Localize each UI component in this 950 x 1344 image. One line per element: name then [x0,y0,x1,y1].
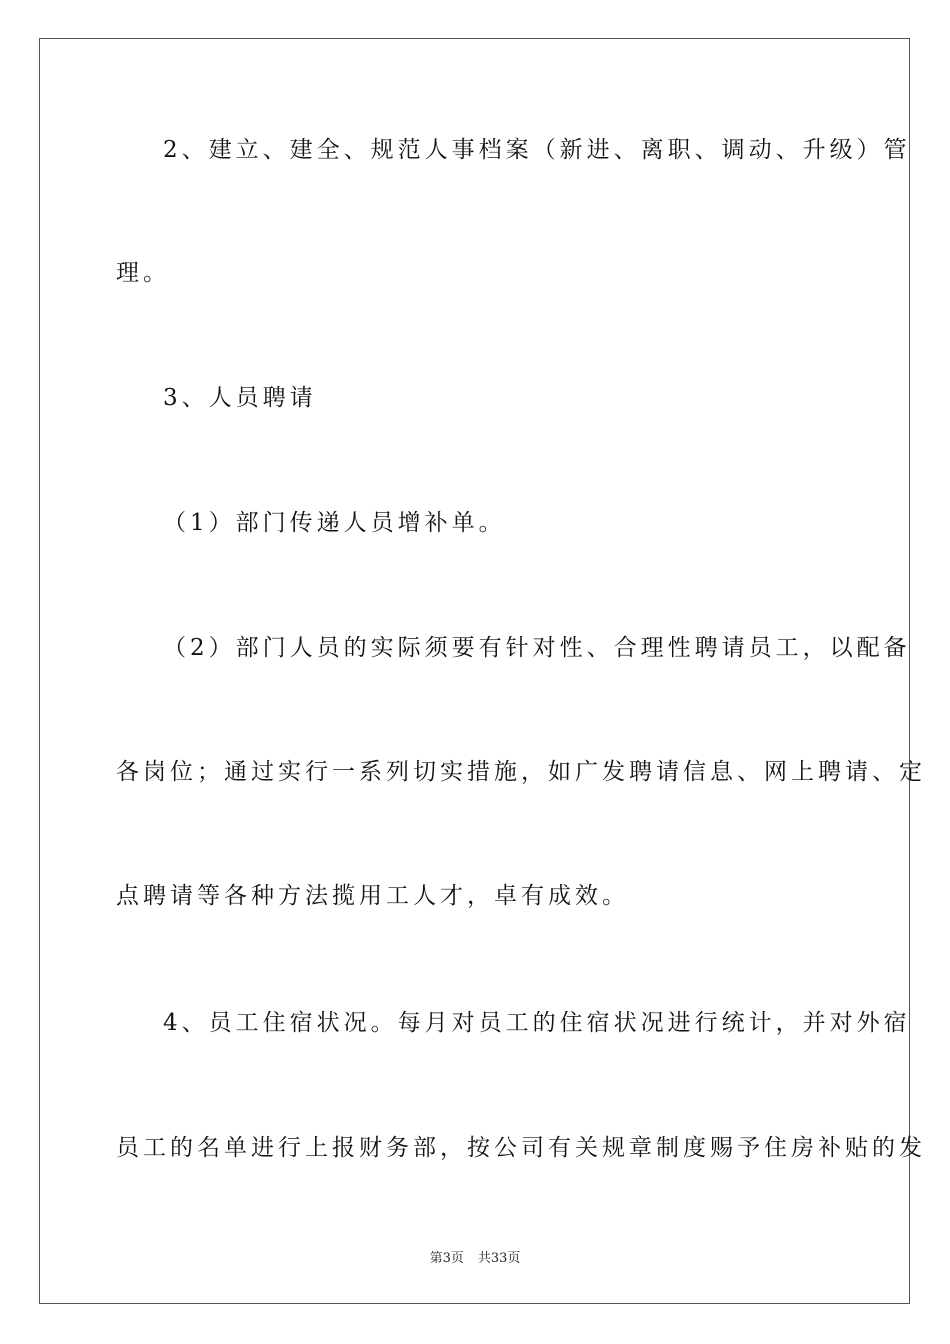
paragraph-line: 理。 [116,260,170,286]
section-heading: 3、人员聘请 [163,385,317,411]
page-footer [0,1247,950,1266]
paragraph-line: （1）部门传递人员增补单。 [163,510,506,536]
paragraph-line: 点聘请等各种方法揽用工人才，卓有成效。 [116,883,629,909]
paragraph-line: 各岗位；通过实行一系列切实措施，如广发聘请信息、网上聘请、定 [116,759,926,785]
paragraph-line: 员工的名单进行上报财务部，按公司有关规章制度赐予住房补贴的发 [116,1135,926,1161]
page-border [39,38,926,1304]
total-pages: 共33页 [477,1251,521,1266]
paragraph-line: （2）部门人员的实际须要有针对性、合理性聘请员工，以配备 [163,635,911,661]
paragraph-line: 2、建立、建全、规范人事档案（新进、离职、调动、升级）管 [163,137,911,163]
page-number: 第3页 [429,1251,464,1266]
paragraph-line: 4、员工住宿状况。每月对员工的住宿状况进行统计，并对外宿 [163,1010,911,1036]
